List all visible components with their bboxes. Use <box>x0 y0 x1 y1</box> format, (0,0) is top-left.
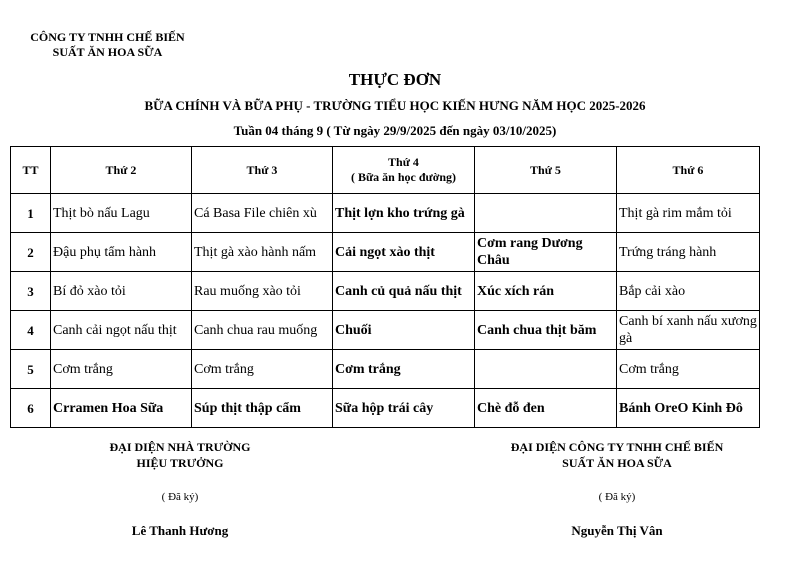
company-name-line2: SUẤT ĂN HOA SỮA <box>52 45 163 59</box>
table-cell: Canh chua rau muống <box>192 311 333 350</box>
table-row <box>11 272 760 311</box>
page-title: THỰC ĐƠN <box>348 70 442 89</box>
row-number: 1 <box>11 194 51 233</box>
row-number: 3 <box>11 272 51 311</box>
table-cell: Crramen Hoa Sữa <box>51 389 192 428</box>
table-cell: Canh củ quả nấu thịt <box>333 272 475 311</box>
header-monday: Thứ 2 <box>51 147 192 194</box>
table-cell: Bắp cải xào <box>617 272 760 311</box>
school-signature-block <box>90 439 270 539</box>
table-cell: Cơm trắng <box>617 350 760 389</box>
header-friday: Thứ 6 <box>617 147 760 194</box>
row-number: 6 <box>11 389 51 428</box>
table-cell: Canh chua thịt băm <box>475 311 617 350</box>
table-cell: Đậu phụ tẩm hành <box>51 233 192 272</box>
week-range: Tuần 04 tháng 9 ( Từ ngày 29/9/2025 đến ngày 03/10/2025) <box>233 123 557 138</box>
school-signed-note: ( Đã ký) <box>161 491 199 503</box>
header-wednesday <box>333 147 475 194</box>
table-cell: Sữa hộp trái cây <box>333 389 475 428</box>
table-cell <box>475 350 617 389</box>
table-cell: Thịt lợn kho trứng gà <box>333 194 475 233</box>
header-wednesday-note: ( Bữa ăn học đường) <box>350 170 457 184</box>
header-wednesday-label: Thứ 4 <box>388 155 419 169</box>
header-tuesday: Thứ 3 <box>192 147 333 194</box>
table-cell: Cơm trắng <box>333 350 475 389</box>
table-cell: Cơm trắng <box>192 350 333 389</box>
company-name-line1: CÔNG TY TNHH CHẾ BIẾN <box>30 30 185 44</box>
table-cell: Bánh OreO Kinh Đô <box>617 389 760 428</box>
table-row <box>11 350 760 389</box>
table-cell <box>475 194 617 233</box>
page-subtitle: BỮA CHÍNH VÀ BỮA PHỤ - TRƯỜNG TIỂU HỌC KIẾN HƯNG NĂM HỌC 2025-2026 <box>144 98 646 113</box>
company-rep-name: Nguyễn Thị Vân <box>571 523 663 538</box>
table-cell: Bí đỏ xào tỏi <box>51 272 192 311</box>
table-cell: Cơm rang Dương Châu <box>475 233 617 272</box>
company-rep-title: ĐẠI DIỆN CÔNG TY TNHH CHẾ BIẾN <box>510 440 724 454</box>
table-cell: Rau muống xào tỏi <box>192 272 333 311</box>
row-number: 2 <box>11 233 51 272</box>
company-rep-subtitle: SUẤT ĂN HOA SỮA <box>562 456 672 470</box>
table-row <box>11 194 760 233</box>
school-rep-name: Lê Thanh Hương <box>131 523 229 538</box>
header-tt: TT <box>11 147 51 194</box>
table-cell: Cá Basa File chiên xù <box>192 194 333 233</box>
table-cell: Cải ngọt xào thịt <box>333 233 475 272</box>
company-signed-note: ( Đã ký) <box>598 491 636 503</box>
table-cell: Thịt bò nấu Lagu <box>51 194 192 233</box>
table-cell: Trứng tráng hành <box>617 233 760 272</box>
menu-table <box>10 146 760 428</box>
table-row <box>11 389 760 428</box>
table-cell: Chuối <box>333 311 475 350</box>
table-cell: Thịt gà xào hành nấm <box>192 233 333 272</box>
table-cell: Xúc xích rán <box>475 272 617 311</box>
row-number: 4 <box>11 311 51 350</box>
table-cell: Thịt gà rim mắm tỏi <box>617 194 760 233</box>
row-number: 5 <box>11 350 51 389</box>
school-rep-role: HIỆU TRƯỞNG <box>136 456 224 470</box>
table-cell: Cơm trắng <box>51 350 192 389</box>
header-row <box>11 147 760 194</box>
school-rep-title: ĐẠI DIỆN NHÀ TRƯỜNG <box>109 440 251 454</box>
company-signature-block <box>497 439 737 539</box>
table-cell: Canh bí xanh nấu xương gà <box>617 311 760 350</box>
company-header <box>20 30 195 60</box>
table-cell: Chè đỗ đen <box>475 389 617 428</box>
table-cell: Canh cải ngọt nấu thịt <box>51 311 192 350</box>
header-thursday: Thứ 5 <box>475 147 617 194</box>
table-cell: Súp thịt thập cẩm <box>192 389 333 428</box>
table-row <box>11 233 760 272</box>
table-row <box>11 311 760 350</box>
